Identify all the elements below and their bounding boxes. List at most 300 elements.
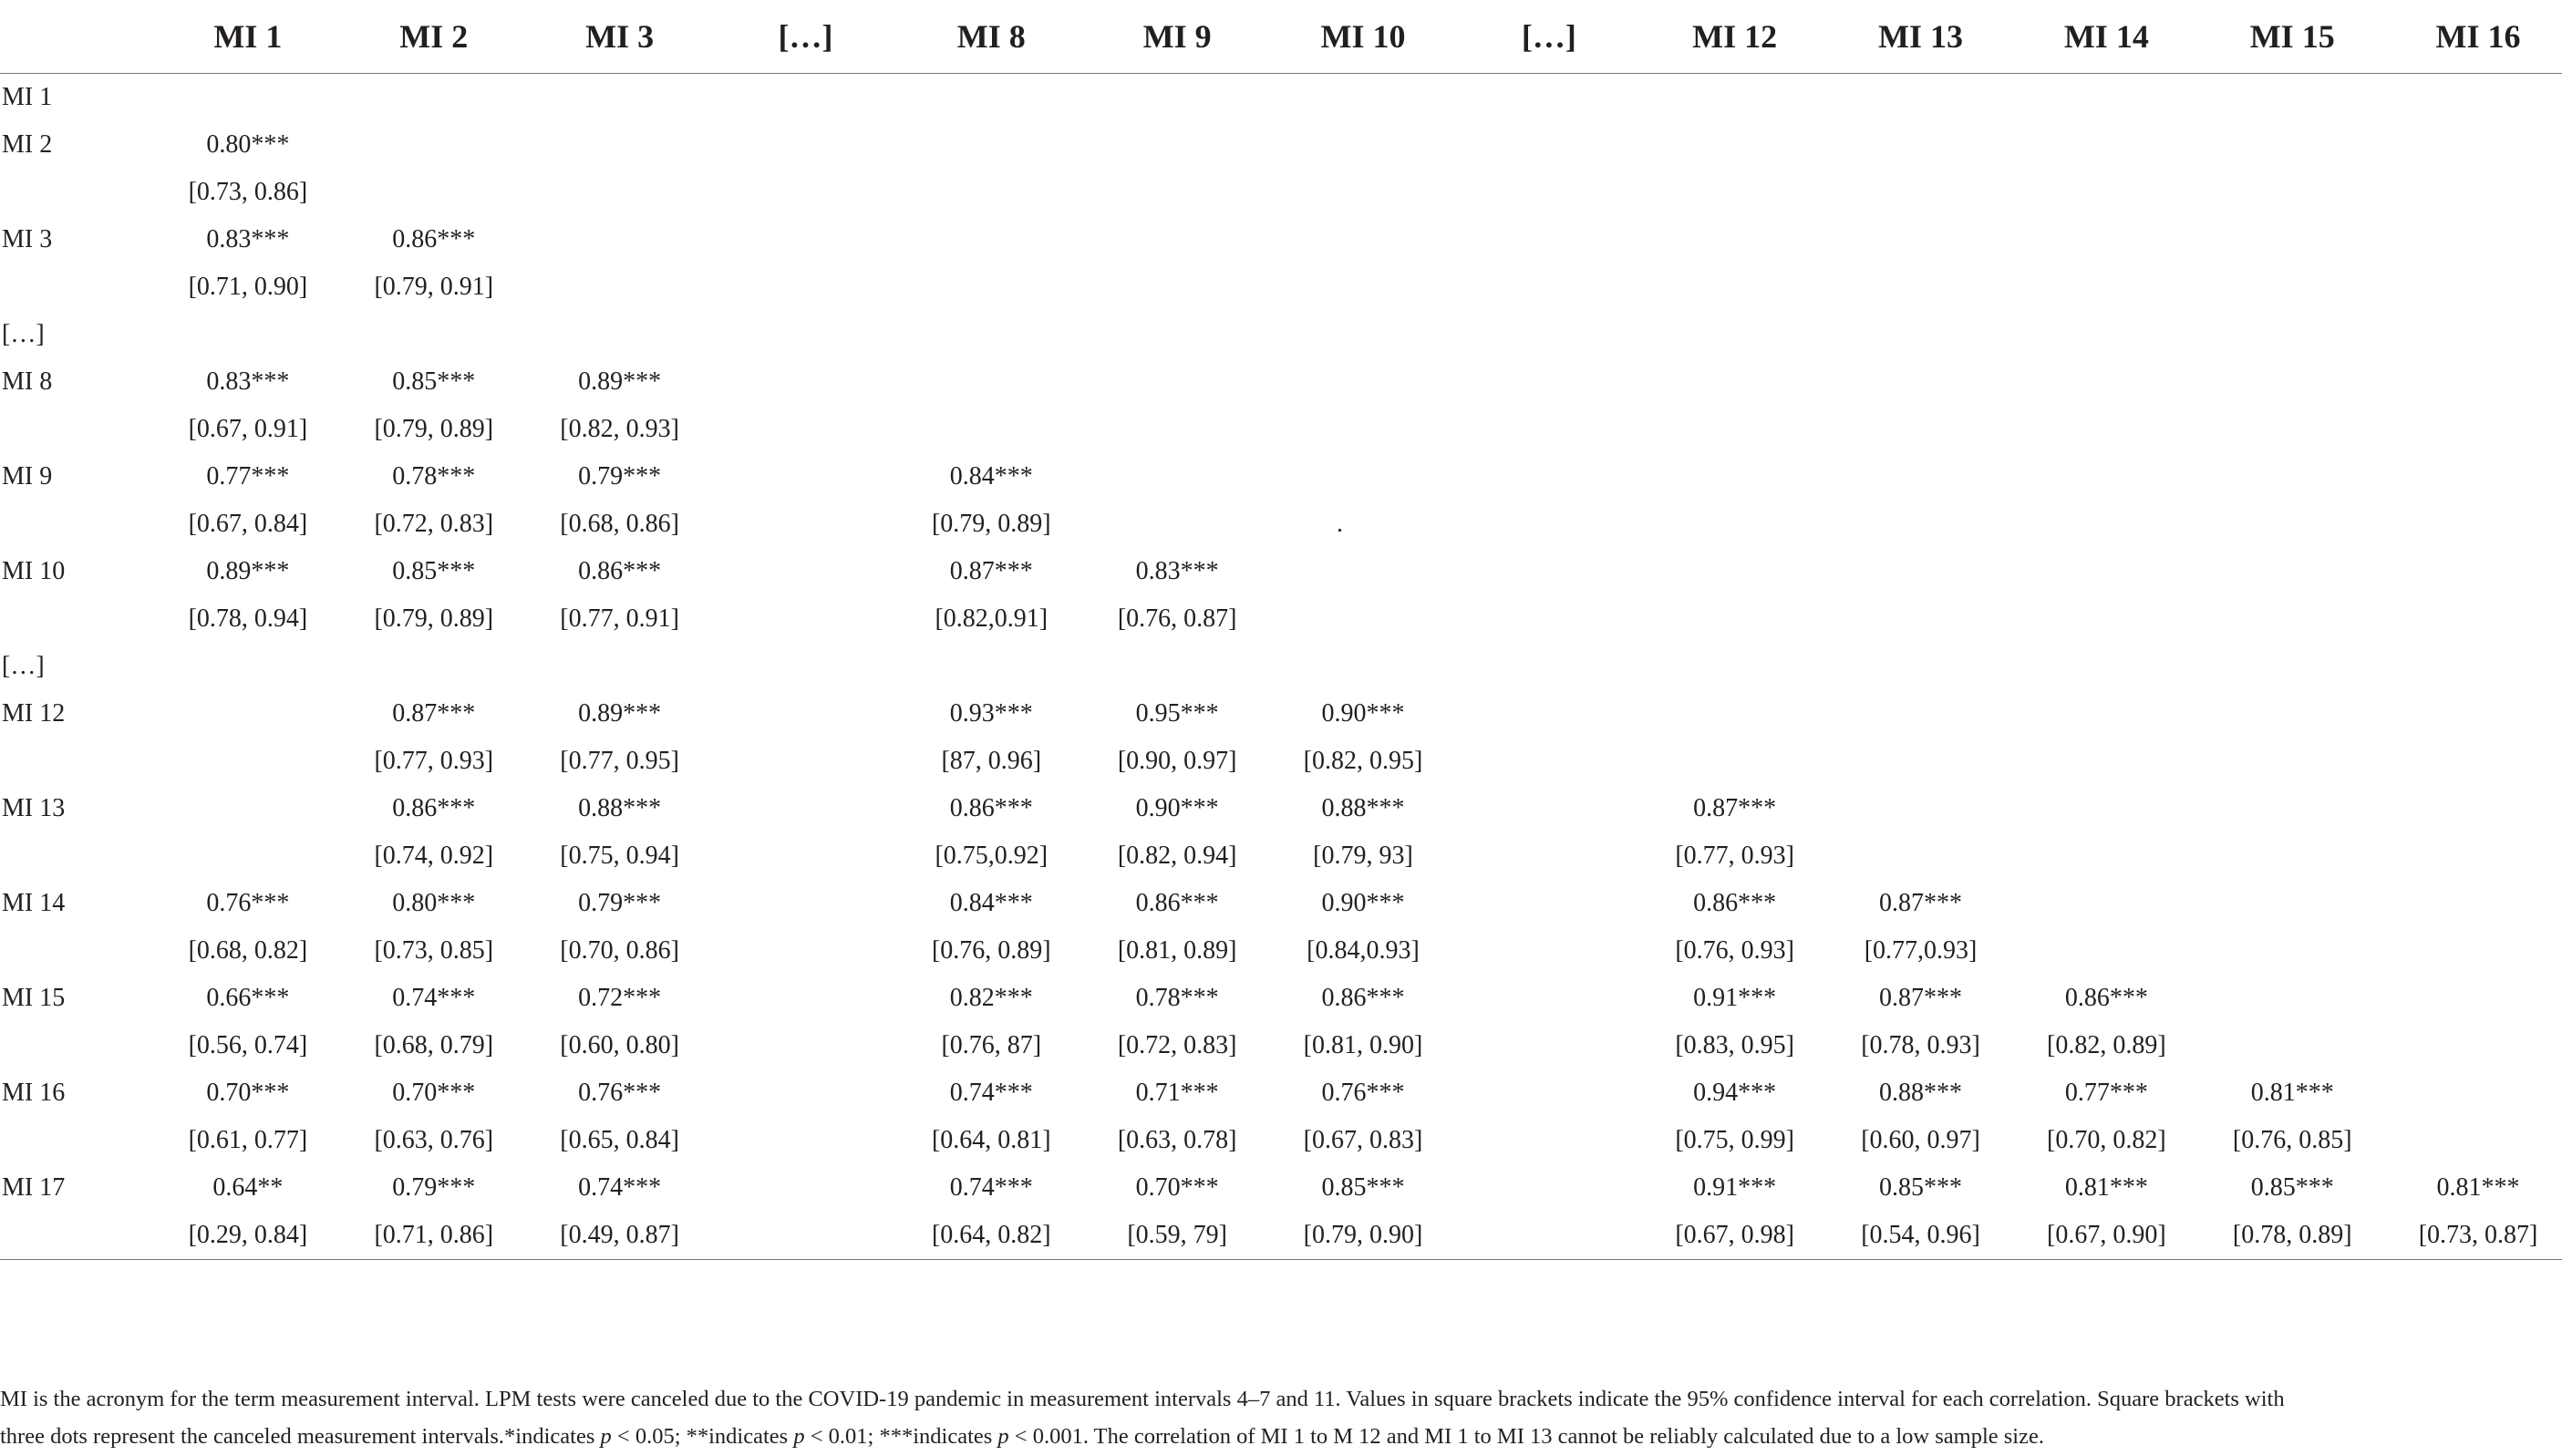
table-cell <box>2199 406 2385 453</box>
table-row <box>0 1212 2562 1260</box>
table-cell: [0.79, 0.90] <box>1270 1212 1456 1260</box>
table-cell <box>2199 263 2385 311</box>
table-cell <box>155 785 341 832</box>
table-cell: [87, 0.96] <box>941 747 1042 775</box>
table-cell <box>1456 1117 1642 1164</box>
table-cell <box>898 74 1084 122</box>
table-cell <box>1456 74 1642 122</box>
table-row <box>0 643 2562 690</box>
table-cell: 0.90*** <box>1135 794 1219 822</box>
table-cell: 0.80*** <box>392 889 476 917</box>
table-cell <box>2013 880 2199 927</box>
table-cell <box>2385 927 2562 975</box>
table-cell: [0.78, 0.94] <box>188 604 308 633</box>
table-cell <box>2385 1069 2562 1117</box>
table-cell <box>2013 453 2199 501</box>
table-cell <box>1270 311 1456 358</box>
table-cell: 0.82*** <box>949 984 1033 1012</box>
table-cell <box>2013 738 2199 785</box>
row-label <box>0 501 155 548</box>
table-cell <box>1828 548 2014 595</box>
table-cell: [0.74, 0.92] <box>374 842 494 870</box>
table-cell <box>1642 121 1828 169</box>
column-header: MI 14 <box>2013 0 2199 74</box>
table-cell: [0.73, 0.87] <box>2385 1212 2562 1260</box>
table-cell <box>898 263 1084 311</box>
table-cell: [0.79, 0.89] <box>931 510 1051 538</box>
stray-dot-mark: . <box>1337 510 1343 538</box>
table-cell: 0.94*** <box>1693 1079 1777 1107</box>
table-cell <box>2199 738 2385 785</box>
table-cell: [0.49, 0.87] <box>527 1212 713 1260</box>
table-cell: 0.71*** <box>1135 1079 1219 1107</box>
table-cell <box>713 263 899 311</box>
table-cell <box>1642 738 1828 785</box>
p-symbol: p <box>997 1424 1009 1449</box>
column-header: […] <box>1456 0 1642 74</box>
table-row <box>0 1022 2562 1069</box>
table-row <box>0 595 2562 643</box>
table-cell <box>1642 453 1828 501</box>
table-cell: [0.61, 0.77] <box>188 1126 308 1154</box>
table-cell <box>2199 74 2385 122</box>
table-cell: 0.85*** <box>1879 1173 1963 1202</box>
table-cell: [0.68, 0.79] <box>374 1031 494 1059</box>
table-cell <box>2385 1022 2562 1069</box>
table-cell <box>341 121 527 169</box>
table-cell: 0.86*** <box>1135 889 1219 917</box>
table-cell: 0.90*** <box>1321 889 1405 917</box>
footnote-text: < 0.05; **indicates <box>611 1424 794 1449</box>
table-cell <box>527 311 713 358</box>
table-cell: 0.89*** <box>578 367 662 396</box>
table-row <box>0 738 2562 785</box>
table-cell: 0.89*** <box>578 699 662 728</box>
table-cell <box>155 643 341 690</box>
row-label <box>0 406 155 453</box>
table-row <box>0 74 2562 122</box>
table-cell <box>155 832 341 880</box>
header-row <box>0 0 2562 74</box>
table-cell <box>713 358 899 406</box>
table-cell <box>2385 121 2562 169</box>
table-cell <box>2385 311 2562 358</box>
column-header: MI 9 <box>1084 0 1270 74</box>
table-cell: 0.79*** <box>578 462 662 490</box>
column-header: MI 15 <box>2199 0 2385 74</box>
table-cell <box>1828 690 2014 738</box>
table-cell: [0.72, 0.83] <box>374 510 494 538</box>
table-row <box>0 1117 2562 1164</box>
table-cell <box>1828 406 2014 453</box>
table-cell: 0.91*** <box>1693 984 1777 1012</box>
table-cell: 0.86*** <box>578 557 662 585</box>
table-cell: 0.91*** <box>1693 1173 1777 1202</box>
table-cell <box>1456 927 1642 975</box>
table-cell <box>1456 311 1642 358</box>
table-cell <box>898 121 1084 169</box>
table-cell <box>2385 453 2562 501</box>
table-row <box>0 121 2562 169</box>
table-cell <box>713 785 899 832</box>
table-row <box>0 216 2562 263</box>
table-cell: 0.70*** <box>206 1079 290 1107</box>
column-header: MI 8 <box>898 0 1084 74</box>
table-cell <box>713 453 899 501</box>
table-cell <box>1828 785 2014 832</box>
table-cell <box>1456 121 1642 169</box>
table-cell <box>1456 1212 1642 1260</box>
table-cell <box>2199 121 2385 169</box>
table-cell: [0.76, 0.89] <box>931 936 1051 965</box>
table-cell <box>1270 263 1456 311</box>
row-label: MI 8 <box>2 367 53 396</box>
table-cell <box>1642 690 1828 738</box>
table-cell <box>2013 121 2199 169</box>
table-cell: [0.67, 0.91] <box>188 415 308 443</box>
table-cell <box>898 643 1084 690</box>
table-cell <box>1270 643 1456 690</box>
table-cell <box>2385 975 2562 1022</box>
table-cell: 0.66*** <box>206 984 290 1012</box>
table-cell: 0.89*** <box>206 557 290 585</box>
table-cell: [0.77, 0.93] <box>1675 842 1794 870</box>
table-cell <box>1084 643 1270 690</box>
table-cell: [0.79, 93] <box>1313 842 1413 870</box>
table-cell: 0.74*** <box>949 1173 1033 1202</box>
table-cell: [0.70, 0.82] <box>2047 1126 2166 1154</box>
table-cell: [0.82, 0.89] <box>2047 1031 2166 1059</box>
table-cell <box>1828 643 2014 690</box>
row-label: MI 3 <box>2 225 53 253</box>
table-cell <box>1828 358 2014 406</box>
table-cell <box>713 643 899 690</box>
table-row <box>0 785 2562 832</box>
table-cell: 0.83*** <box>1135 557 1219 585</box>
column-header: MI 3 <box>527 0 713 74</box>
table-cell: [0.82, 0.95] <box>1303 747 1423 775</box>
table-cell <box>341 643 527 690</box>
table-cell <box>2385 1117 2562 1164</box>
table-cell <box>2199 975 2385 1022</box>
table-cell: [0.71, 0.86] <box>341 1212 527 1260</box>
table-cell: [0.82, 0.93] <box>560 415 679 443</box>
table-cell <box>2013 832 2199 880</box>
table-cell <box>713 1117 899 1164</box>
table-cell <box>1270 501 1456 548</box>
table-cell <box>713 216 899 263</box>
table-cell: [0.73, 0.86] <box>188 178 308 206</box>
table-cell <box>2385 690 2562 738</box>
row-label <box>0 927 155 975</box>
p-symbol: p <box>793 1424 805 1449</box>
table-cell <box>1084 74 1270 122</box>
table-cell <box>1456 595 1642 643</box>
table-cell <box>2385 595 2562 643</box>
table-cell: [0.63, 0.78] <box>1117 1126 1237 1154</box>
table-cell <box>341 311 527 358</box>
table-row <box>0 406 2562 453</box>
table-cell <box>1456 501 1642 548</box>
table-cell: 0.86*** <box>1693 889 1777 917</box>
table-cell <box>1270 74 1456 122</box>
table-cell <box>2199 548 2385 595</box>
table-cell <box>713 738 899 785</box>
table-cell <box>1270 216 1456 263</box>
table-cell <box>713 880 899 927</box>
table-cell <box>713 1164 899 1212</box>
table-cell: [0.67, 0.98] <box>1642 1212 1828 1260</box>
table-cell <box>898 358 1084 406</box>
table-cell: [0.79, 0.91] <box>374 273 494 301</box>
table-cell <box>1084 263 1270 311</box>
table-cell: 0.88*** <box>1321 794 1405 822</box>
table-cell: [0.78, 0.89] <box>2199 1212 2385 1260</box>
table-cell: 0.87*** <box>392 699 476 728</box>
table-cell <box>1642 548 1828 595</box>
table-cell <box>341 169 527 216</box>
table-cell: 0.74*** <box>578 1173 662 1202</box>
table-cell: [0.73, 0.85] <box>374 936 494 965</box>
row-label: MI 13 <box>2 794 66 822</box>
table-cell: [0.77, 0.91] <box>560 604 679 633</box>
table-cell <box>713 832 899 880</box>
table-cell <box>2385 358 2562 406</box>
table-row <box>0 1164 2562 1212</box>
table-cell: 0.70*** <box>1135 1173 1219 1202</box>
table-cell <box>2199 690 2385 738</box>
table-cell: [0.75, 0.94] <box>560 842 679 870</box>
table-cell <box>1270 358 1456 406</box>
table-cell <box>713 1069 899 1117</box>
table-cell: 0.79*** <box>392 1173 476 1202</box>
table-cell <box>1642 595 1828 643</box>
table-cell: 0.90*** <box>1321 699 1405 728</box>
table-row <box>0 501 2562 548</box>
table-row <box>0 358 2562 406</box>
footnote-line-1: MI is the acronym for the term measurement interval. LPM tests were canceled due to the COVID-19 pandemic in measurement intervals 4–7 and 11. Values in square brackets indicate the 95% confidence interval for each correlation. Square brackets with <box>0 1387 2285 1411</box>
table-cell <box>1828 74 2014 122</box>
table-cell <box>2199 453 2385 501</box>
table-cell: [0.81, 0.89] <box>1117 936 1237 965</box>
footnote-line-2 <box>0 1418 2553 1455</box>
table-cell: [0.81, 0.90] <box>1303 1031 1423 1059</box>
table-cell: 0.83*** <box>206 367 290 396</box>
table-cell <box>1456 1069 1642 1117</box>
table-cell: [0.60, 0.80] <box>560 1031 679 1059</box>
table-cell <box>155 738 341 785</box>
table-cell: [0.64, 0.82] <box>898 1212 1084 1260</box>
table-cell <box>1828 595 2014 643</box>
table-cell <box>1270 169 1456 216</box>
table-cell: [0.90, 0.97] <box>1117 747 1237 775</box>
table-cell: 0.93*** <box>949 699 1033 728</box>
table-cell <box>155 74 341 122</box>
table-cell: [0.59, 79] <box>1084 1212 1270 1260</box>
row-label: MI 2 <box>2 130 53 159</box>
table-cell <box>1270 453 1456 501</box>
table-cell: [0.83, 0.95] <box>1675 1031 1794 1059</box>
table-cell <box>1828 263 2014 311</box>
table-cell: [0.65, 0.84] <box>560 1126 679 1154</box>
table-cell <box>713 169 899 216</box>
table-cell <box>527 216 713 263</box>
column-header: MI 10 <box>1270 0 1456 74</box>
table-cell <box>1642 263 1828 311</box>
table-row <box>0 1069 2562 1117</box>
table-cell: [0.54, 0.96] <box>1828 1212 2014 1260</box>
table-cell <box>155 311 341 358</box>
table-cell <box>1456 643 1642 690</box>
footnote-text: < 0.01; ***indicates <box>804 1424 998 1449</box>
table-cell <box>713 121 899 169</box>
table-cell: 0.79*** <box>578 889 662 917</box>
table-cell <box>1456 785 1642 832</box>
table-cell: [0.76, 0.93] <box>1675 936 1794 965</box>
table-cell <box>1456 832 1642 880</box>
column-header: MI 12 <box>1642 0 1828 74</box>
row-label <box>0 595 155 643</box>
column-header: MI 16 <box>2385 0 2562 74</box>
table-cell <box>1084 406 1270 453</box>
table-row <box>0 548 2562 595</box>
table-body <box>0 74 2562 1260</box>
table-cell: 0.78*** <box>392 462 476 490</box>
table-cell <box>2013 690 2199 738</box>
footnote-text: < 0.001. The correlation of MI 1 to M 12 and MI 1 to MI 13 cannot be reliably calculated due to a low sample size. <box>1008 1424 2044 1449</box>
table-cell <box>1456 169 1642 216</box>
table-cell <box>1084 501 1270 548</box>
table-cell: [0.82, 0.94] <box>1117 842 1237 870</box>
table-cell: [0.77,0.93] <box>1864 936 1978 965</box>
table-cell <box>2013 501 2199 548</box>
table-cell: [0.84,0.93] <box>1307 936 1420 965</box>
table-cell <box>2199 785 2385 832</box>
row-label <box>0 1117 155 1164</box>
table-cell <box>2385 548 2562 595</box>
table-cell: 0.84*** <box>949 462 1033 490</box>
table-cell: 0.77*** <box>2064 1079 2148 1107</box>
table-cell <box>2013 595 2199 643</box>
table-cell: 0.86*** <box>392 225 476 253</box>
table-cell: 0.77*** <box>206 462 290 490</box>
table-cell <box>1828 832 2014 880</box>
table-cell: [0.75, 0.99] <box>1675 1126 1794 1154</box>
table-cell: 0.64** <box>212 1173 284 1202</box>
table-row <box>0 311 2562 358</box>
table-cell: [0.68, 0.82] <box>188 936 308 965</box>
table-cell <box>1642 169 1828 216</box>
table-cell: 0.87*** <box>1879 889 1963 917</box>
table-cell <box>2199 311 2385 358</box>
table-cell <box>713 690 899 738</box>
row-label: MI 17 <box>2 1173 66 1202</box>
table-cell: [0.70, 0.86] <box>560 936 679 965</box>
row-label: […] <box>2 652 45 680</box>
table-cell <box>2385 406 2562 453</box>
row-label <box>0 169 155 216</box>
table-cell <box>527 74 713 122</box>
table-cell <box>1642 501 1828 548</box>
table-cell <box>527 121 713 169</box>
table-cell <box>2199 216 2385 263</box>
table-row <box>0 975 2562 1022</box>
table-cell <box>1456 548 1642 595</box>
table-cell <box>2013 169 2199 216</box>
table-cell <box>1456 1164 1642 1212</box>
row-label: MI 1 <box>2 83 53 111</box>
table-cell <box>2199 1022 2385 1069</box>
table-cell <box>713 927 899 975</box>
table-cell <box>1642 216 1828 263</box>
table-row <box>0 690 2562 738</box>
table-cell: 0.88*** <box>578 794 662 822</box>
table-cell <box>1270 406 1456 453</box>
table-cell <box>713 1022 899 1069</box>
table-cell <box>2385 643 2562 690</box>
column-header: MI 1 <box>155 0 341 74</box>
header-cell-empty <box>0 0 155 74</box>
table-cell: [0.67, 0.90] <box>2013 1212 2199 1260</box>
table-cell <box>1642 406 1828 453</box>
table-cell <box>2013 358 2199 406</box>
table-cell <box>1084 121 1270 169</box>
row-label: MI 15 <box>2 984 66 1012</box>
table-cell <box>1642 311 1828 358</box>
table-cell <box>2013 263 2199 311</box>
table-cell <box>1456 690 1642 738</box>
table-cell <box>1828 169 2014 216</box>
table-cell <box>1828 216 2014 263</box>
table-cell: [0.79, 0.89] <box>374 604 494 633</box>
table-cell: [0.67, 0.83] <box>1303 1126 1423 1154</box>
table-cell <box>1084 216 1270 263</box>
table-cell <box>2385 501 2562 548</box>
table-cell: [0.29, 0.84] <box>155 1212 341 1260</box>
row-label: MI 9 <box>2 462 53 490</box>
table-cell <box>2385 785 2562 832</box>
table-cell <box>1828 311 2014 358</box>
table-cell <box>527 643 713 690</box>
table-cell <box>1084 358 1270 406</box>
table-cell <box>713 975 899 1022</box>
table-cell: 0.74*** <box>949 1079 1033 1107</box>
table-cell <box>2385 216 2562 263</box>
table-cell: 0.72*** <box>578 984 662 1012</box>
table-cell: [0.60, 0.97] <box>1861 1126 1980 1154</box>
table-cell <box>2013 406 2199 453</box>
table-cell <box>1270 121 1456 169</box>
table-cell: 0.76*** <box>578 1079 662 1107</box>
table-cell <box>2199 927 2385 975</box>
table-cell: [0.76, 0.87] <box>1117 604 1237 633</box>
table-cell: [0.71, 0.90] <box>188 273 308 301</box>
table-cell: 0.85*** <box>1321 1173 1405 1202</box>
table-cell <box>1456 406 1642 453</box>
table-cell <box>1642 358 1828 406</box>
table-footnote <box>0 1380 2553 1455</box>
table-cell <box>898 311 1084 358</box>
table-cell <box>898 169 1084 216</box>
table-cell <box>2385 880 2562 927</box>
table-cell: 0.83*** <box>206 225 290 253</box>
table-cell: 0.80*** <box>206 130 290 159</box>
table-cell <box>713 501 899 548</box>
column-header: MI 13 <box>1828 0 2014 74</box>
table-cell: [0.64, 0.81] <box>931 1126 1051 1154</box>
table-row <box>0 880 2562 927</box>
table-header <box>0 0 2562 74</box>
